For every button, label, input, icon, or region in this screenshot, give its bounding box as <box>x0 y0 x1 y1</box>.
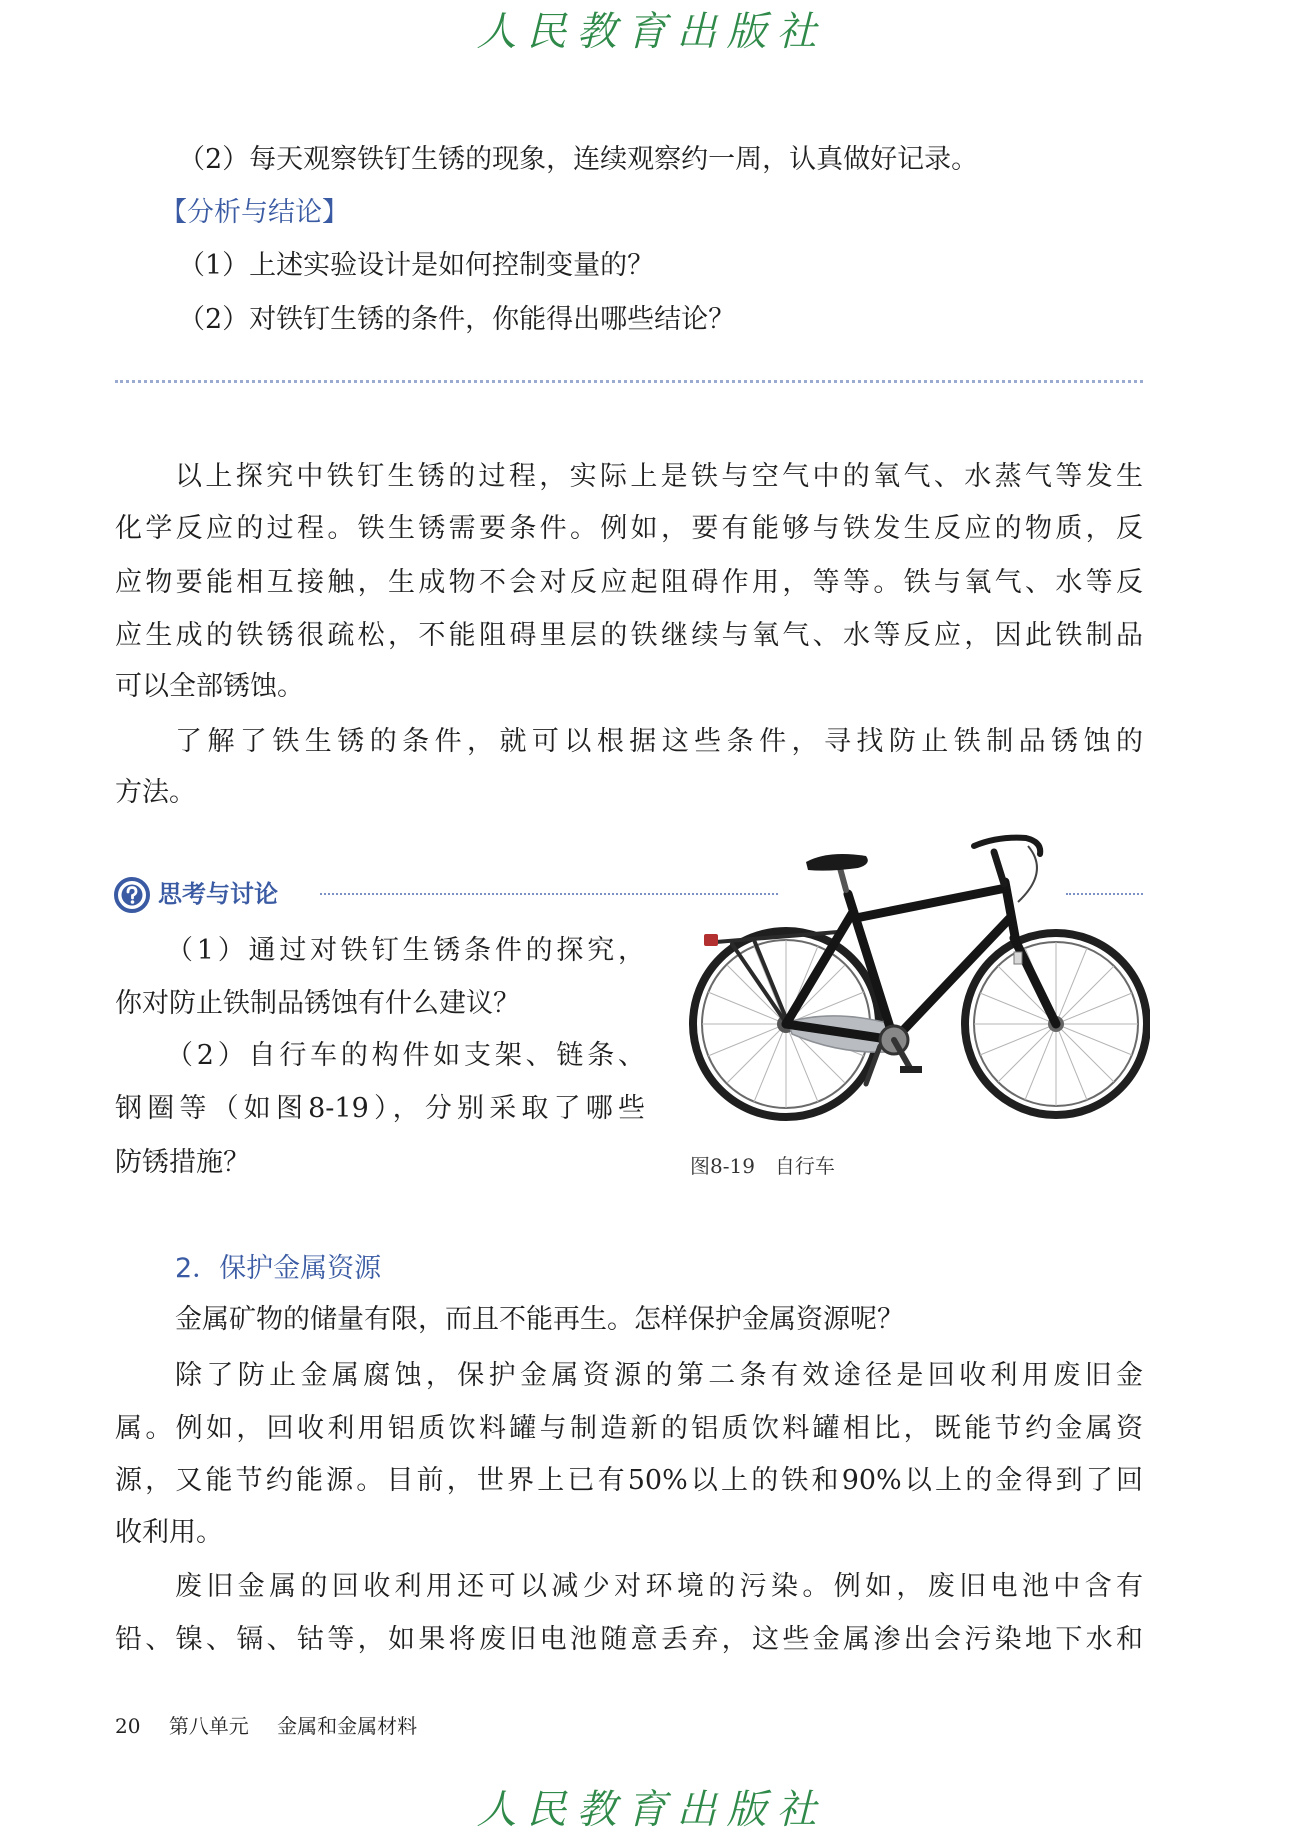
paragraph-line: 方法。 <box>115 777 196 808</box>
paragraph-line: 了解了铁生锈的条件，就可以根据这些条件，寻找防止铁制品锈蚀的 <box>175 726 1143 757</box>
analysis-question-1: （1）上述实验设计是如何控制变量的？ <box>178 250 655 281</box>
publisher-logo-top: 人民教育出版社 <box>476 9 827 55</box>
rear-light <box>704 934 718 946</box>
paragraph-line: 除了防止金属腐蚀，保护金属资源的第二条有效途径是回收利用废旧金 <box>175 1360 1143 1391</box>
paragraph-line: 应物要能相互接触，生成物不会对反应起阻碍作用，等等。铁与氧气、水等反 <box>115 567 1143 598</box>
experiment-step-2: （2）每天观察铁钉生锈的现象，连续观察约一周，认真做好记录。 <box>178 144 979 175</box>
discussion-line: （2）自行车的构件如支架、链条、 <box>166 1040 645 1071</box>
handlebar <box>974 838 1040 854</box>
analysis-question-2: （2）对铁钉生锈的条件，你能得出哪些结论？ <box>178 304 736 335</box>
question-circle-icon <box>113 876 151 914</box>
unit-label: 第八单元 <box>168 1714 249 1738</box>
paragraph-line: 化学反应的过程。铁生锈需要条件。例如，要有能够与铁发生反应的物质，反 <box>115 513 1143 544</box>
page-number: 20 <box>115 1714 141 1738</box>
discussion-line: （1）通过对铁钉生锈条件的探究， <box>166 935 645 966</box>
paragraph-line: 金属矿物的储量有限，而且不能再生。怎样保护金属资源呢？ <box>175 1304 904 1335</box>
figure-caption: 图8-19 自行车 <box>690 1154 835 1178</box>
paragraph-line: 以上探究中铁钉生锈的过程，实际上是铁与空气中的氧气、水蒸气等发生 <box>175 461 1143 492</box>
front-reflector <box>1014 952 1022 964</box>
handlebar-stem <box>994 852 1004 884</box>
paragraph-line: 铅、镍、镉、钴等，如果将废旧电池随意丢弃，这些金属渗出会污染地下水和 <box>115 1624 1143 1655</box>
analysis-heading: 【分析与结论】 <box>160 197 349 228</box>
crank-and-pedal <box>880 1026 922 1073</box>
bicycle-illustration <box>688 832 1150 1132</box>
discussion-line: 你对防止铁制品锈蚀有什么建议？ <box>115 988 520 1019</box>
paragraph-line: 源，又能节约能源。目前，世界上已有50%以上的铁和90%以上的金得到了回 <box>115 1465 1143 1496</box>
paragraph-line: 应生成的铁锈很疏松，不能阻碍里层的铁继续与氧气、水等反应，因此铁制品 <box>115 620 1143 651</box>
brake-cable <box>1018 846 1037 902</box>
paragraph-line: 收利用。 <box>115 1517 223 1548</box>
discussion-line: 防锈措施？ <box>115 1147 250 1178</box>
discussion-heading: 思考与讨论 <box>158 880 278 908</box>
saddle <box>806 854 868 871</box>
section-divider <box>115 380 1143 383</box>
paragraph-line: 可以全部锈蚀。 <box>115 671 304 702</box>
paragraph-line: 属。例如，回收利用铝质饮料罐与制造新的铝质饮料罐相比，既能节约金属资 <box>115 1413 1143 1444</box>
page-footer <box>115 1712 439 1740</box>
seat-post <box>840 868 846 890</box>
discussion-line: 钢圈等（如图8-19），分别采取了哪些 <box>115 1093 645 1124</box>
section-heading: 2．保护金属资源 <box>175 1253 382 1284</box>
unit-title: 金属和金属材料 <box>277 1714 418 1738</box>
publisher-logo-bottom: 人民教育出版社 <box>476 1787 827 1833</box>
paragraph-line: 废旧金属的回收利用还可以减少对环境的污染。例如，废旧电池中含有 <box>175 1571 1143 1602</box>
